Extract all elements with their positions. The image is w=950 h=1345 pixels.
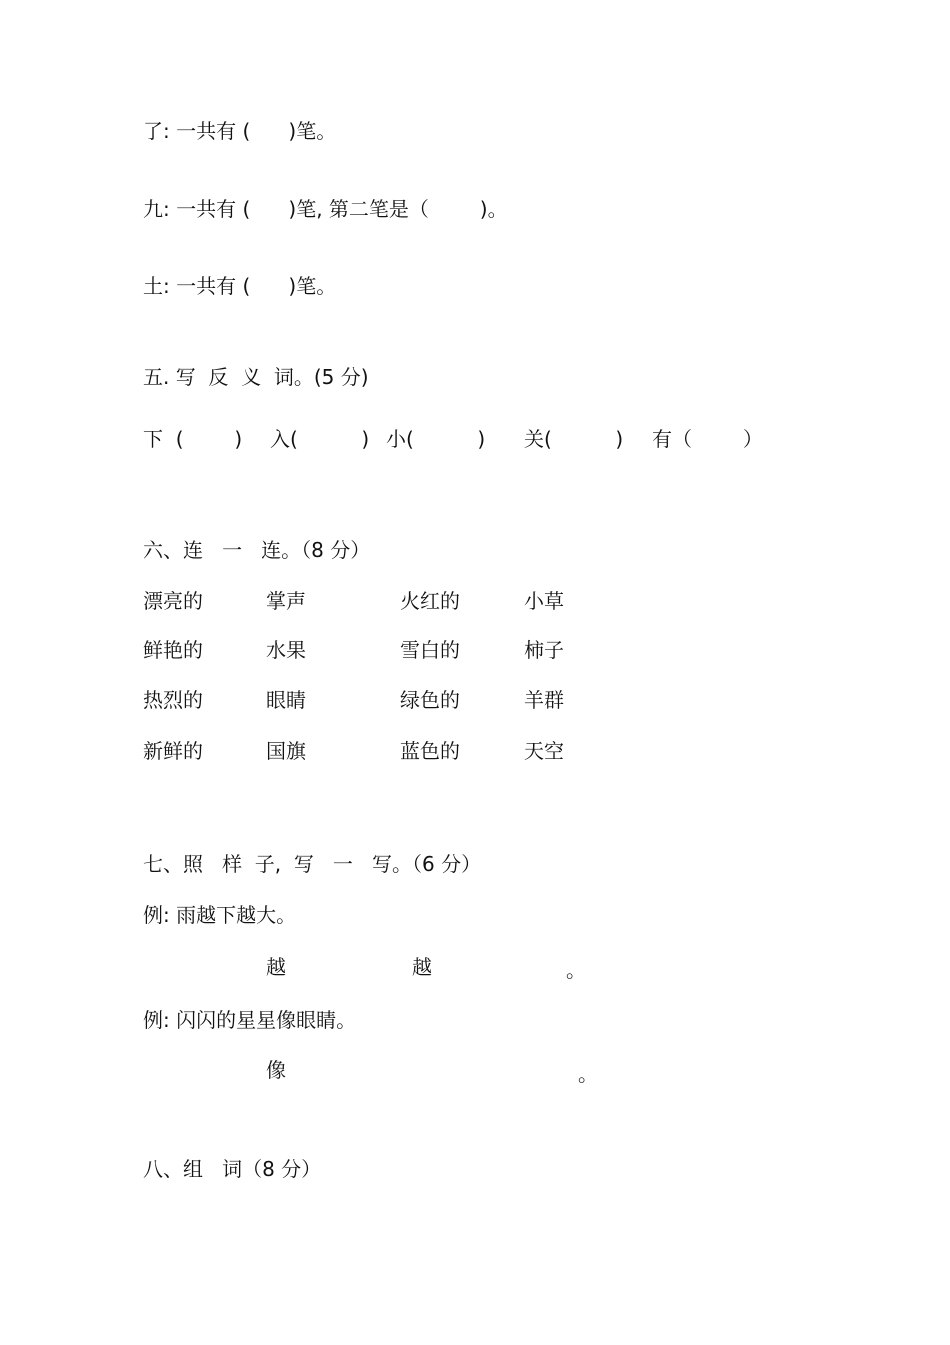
match-word: 柿子 <box>524 638 564 662</box>
blank-word: 越 <box>266 955 286 979</box>
match-word: 雪白的 <box>400 638 460 662</box>
match-word: 眼睛 <box>266 688 306 712</box>
match-word: 国旗 <box>266 739 306 763</box>
antonym-item: 入( ) <box>270 427 370 451</box>
section5-title: 五. 写 反 义 词。(5 分) <box>143 365 369 389</box>
stroke-line-tu: 土: 一共有 ( )笔。 <box>143 274 337 298</box>
antonym-item: 关( ) <box>524 427 624 451</box>
example-sentence-2: 例: 闪闪的星星像眼睛。 <box>143 1008 357 1032</box>
antonym-item: 小( ) <box>386 427 486 451</box>
antonym-item: 有（ ） <box>652 427 763 451</box>
match-word: 火红的 <box>400 589 460 613</box>
section8-title: 八、组 词（8 分） <box>143 1157 322 1181</box>
match-word: 热烈的 <box>143 688 203 712</box>
stroke-line-le: 了: 一共有 ( )笔。 <box>143 119 337 143</box>
section7-title: 七、照 样 子, 写 一 写。（6 分） <box>143 852 482 876</box>
match-word: 水果 <box>266 638 306 662</box>
match-word: 新鲜的 <box>143 739 203 763</box>
example-sentence-1: 例: 雨越下越大。 <box>143 903 297 927</box>
blank-word: 像 <box>266 1058 286 1082</box>
stroke-line-jiu: 九: 一共有 ( )笔, 第二笔是（ )。 <box>143 197 508 221</box>
section6-title: 六、连 一 连。（8 分） <box>143 538 371 562</box>
blank-period: 。 <box>566 958 586 982</box>
antonym-item: 下 ( ) <box>143 427 243 451</box>
match-word: 蓝色的 <box>400 739 460 763</box>
match-word: 小草 <box>524 589 564 613</box>
match-word: 绿色的 <box>400 688 460 712</box>
match-word: 掌声 <box>266 589 306 613</box>
match-word: 天空 <box>524 739 564 763</box>
match-word: 漂亮的 <box>143 589 203 613</box>
match-word: 羊群 <box>524 688 564 712</box>
match-word: 鲜艳的 <box>143 638 203 662</box>
blank-period: 。 <box>578 1062 598 1086</box>
blank-word: 越 <box>412 955 432 979</box>
